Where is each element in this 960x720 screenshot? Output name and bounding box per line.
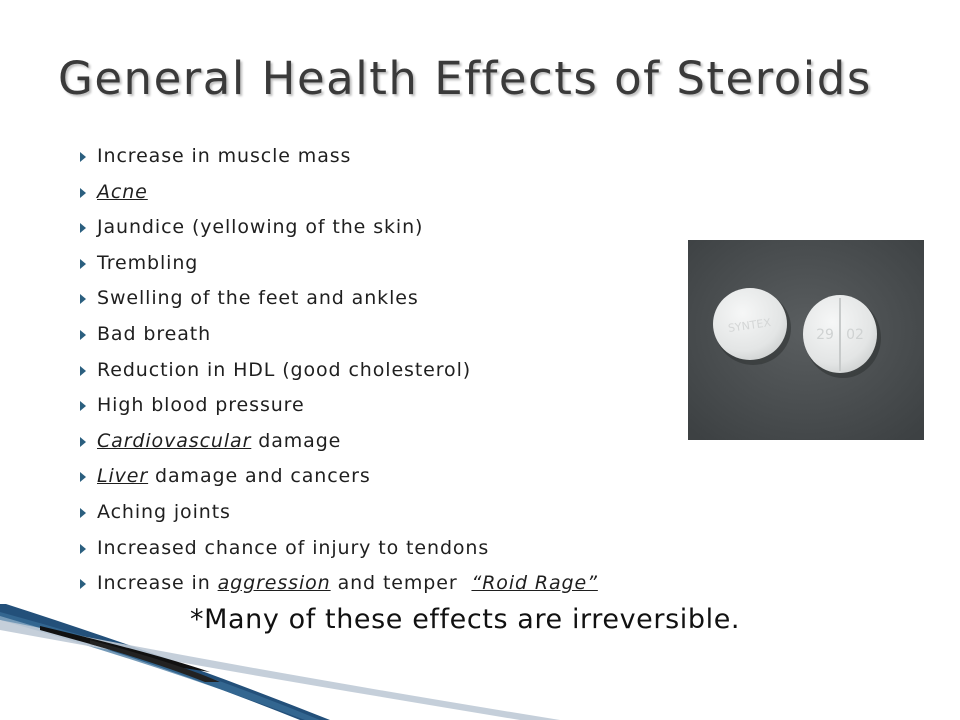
decorative-swoosh [0,600,960,720]
triangle-bullet-icon [80,401,86,411]
triangle-bullet-icon [80,330,86,340]
bullet-item: Cardiovascular damage [80,424,700,460]
triangle-bullet-icon [80,579,86,589]
roid-rage-link[interactable]: “Roid Rage” [471,572,598,595]
triangle-bullet-icon [80,223,86,233]
bullet-list [80,139,700,602]
bullet-item: Aching joints [80,495,700,531]
triangle-bullet-icon [80,472,86,482]
pill-left-imprint: SYNTEX [727,316,772,335]
bullet-item [80,175,700,211]
aggression-link[interactable]: aggression [217,572,331,595]
bullet-item: Liver damage and cancers [80,459,700,495]
triangle-bullet-icon [80,544,86,554]
triangle-bullet-icon [80,366,86,376]
bullet-item: Trembling [80,246,700,282]
pill-right-imprint-left: 29 [816,327,834,343]
triangle-bullet-icon [80,294,86,304]
bullet-item: High blood pressure [80,388,700,424]
bullet-item: Increased chance of injury to tendons [80,531,700,567]
liver-link[interactable]: Liver [97,465,149,488]
triangle-bullet-icon [80,437,86,447]
bullet-item: Swelling of the feet and ankles [80,281,700,317]
bullet-item: Increase in muscle mass [80,139,700,175]
irreversible-note: *Many of these effects are irreversible. [190,604,741,635]
triangle-bullet-icon [80,188,86,198]
cardiovascular-link[interactable]: Cardiovascular [97,429,252,452]
triangle-bullet-icon [80,259,86,269]
triangle-bullet-icon [80,508,86,518]
bullet-item: Bad breath [80,317,700,353]
acne-link[interactable]: Acne [97,180,148,203]
bullet-item: Jaundice (yellowing of the skin) [80,210,700,246]
bullet-item: Reduction in HDL (good cholesterol) [80,353,700,389]
slide-title: General Health Effects of Steroids [58,52,872,105]
steroid-pills-photo [688,240,924,440]
pill-right-imprint-right: 02 [846,327,864,343]
bullet-item: Increase in aggression and temper “Roid Rage” [80,566,700,602]
triangle-bullet-icon [80,152,86,162]
